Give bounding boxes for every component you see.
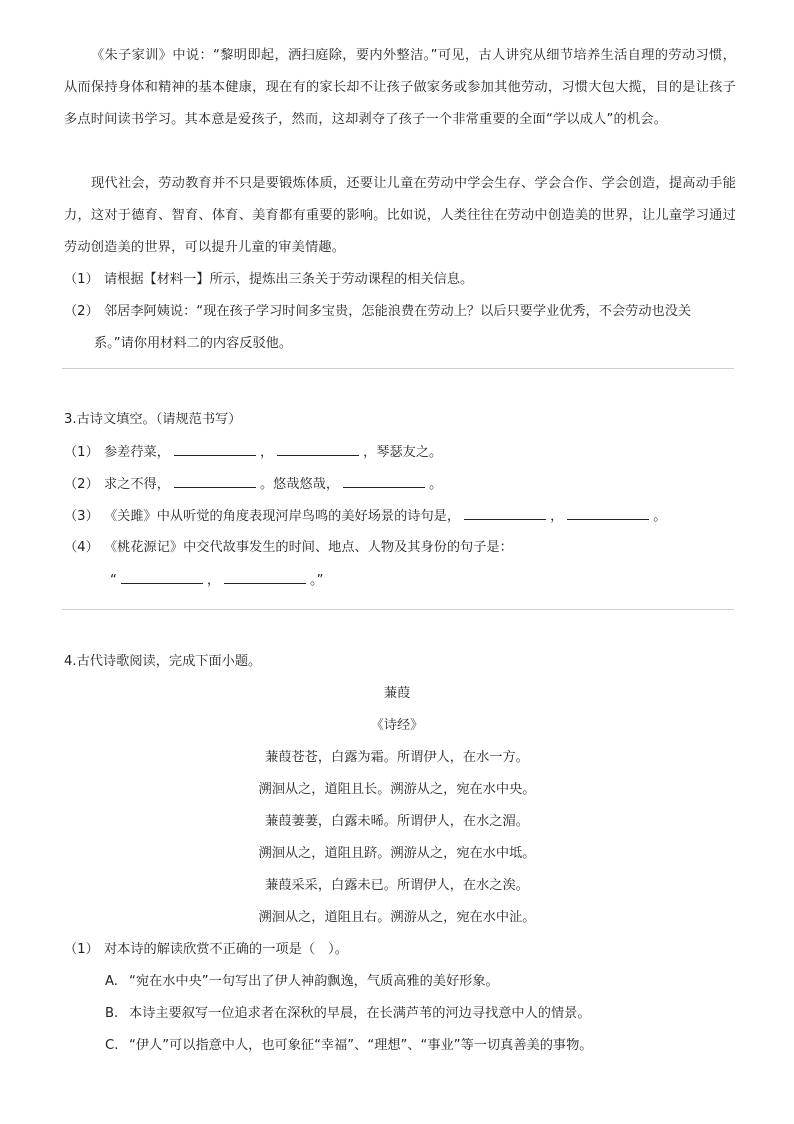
fill-item-1 (64, 442, 442, 463)
section-3-title: 3.古诗文填空。（请规范书写） (64, 412, 242, 427)
question-text: 对本诗的解读欣赏不正确的一项是（ ）。 (104, 942, 348, 957)
material-paragraph-1: 《朱子家训》中说：“黎明即起，洒扫庭除，要内外整洁。”可见，古人讲究从细节培养生活自理的劳动习惯，从而保持身体和精神的基本健康，现在有的家长却不让孩子做家务或参加其他劳动，习惯大包大揽，目的是让孩子多点时间读书学习。其本意是爱孩子，然而，这却剥夺了孩子一个非常重要的全面“学以成人”的机会。 (64, 48, 736, 127)
question-text: 请根据【材料一】所示，提炼出三条关于劳动课程的相关信息。 (104, 272, 474, 287)
item-text-mid: ， (550, 509, 564, 524)
fill-item-4 (64, 538, 513, 558)
item-text-pre: 参差荇菜， (104, 445, 170, 460)
answer-blank[interactable] (567, 506, 649, 520)
item-text-mid: ， (206, 573, 221, 588)
quote-open: “ (110, 573, 117, 588)
option-text: “伊人”可以指意中人，也可象征“幸福”、“理想”、“事业”等一切真善美的事物。 (129, 1038, 593, 1053)
fill-item-3 (64, 506, 666, 527)
answer-blank[interactable] (277, 442, 359, 456)
answer-blank[interactable] (343, 474, 425, 488)
item-text-post: ，琴瑟友之。 (363, 445, 443, 460)
quote-close: 。” (310, 573, 324, 588)
material-paragraph-2: 现代社会，劳动教育并不只是要锻炼体质，还要让儿童在劳动中学会生存、学会合作、学会创造，提高动手能力，这对于德育、智育、体育、美育都有重要的影响。比如说，人类往往在劳动中创造美的世界，让儿童学习通过劳动创造美的世界，可以提升儿童的审美情趣。 (64, 176, 736, 255)
answer-blank[interactable] (464, 506, 546, 520)
fill-item-2 (64, 474, 442, 495)
poem-line: 溯洄从之，道阻且跻。溯游从之，宛在水中坻。 (258, 846, 536, 861)
section-4-title: 4.古代诗歌阅读，完成下面小题。 (64, 654, 262, 669)
poem-line: 蒹葭苍苍，白露为霜。所谓伊人，在水一方。 (265, 750, 529, 765)
poem-title: 蒹葭 (383, 686, 411, 701)
item-number: （1） (64, 445, 99, 460)
option-label: A. (105, 974, 118, 989)
option-text: “宛在水中央”一句写出了伊人神韵飘逸，气质高雅的美好形象。 (129, 974, 499, 989)
question-number: （1） (64, 272, 99, 287)
poem-question-1 (64, 940, 348, 960)
poem-source: 《诗经》 (370, 718, 424, 733)
fill-item-4-answer (110, 570, 323, 591)
question-number: （2） (64, 304, 99, 319)
poem-line: 溯洄从之，道阻且右。溯游从之，宛在水中沚。 (258, 910, 536, 925)
option-a[interactable] (105, 972, 499, 992)
question-2 (64, 302, 691, 322)
poem-line: 蒹葭萋萋，白露未晞。所谓伊人，在水之湄。 (265, 814, 529, 829)
section-divider (62, 368, 734, 369)
option-label: C. (105, 1038, 119, 1053)
item-text-mid: 。悠哉悠哉， (259, 477, 340, 492)
item-text-post: 。 (653, 509, 667, 524)
poem-line: 溯洄从之，道阻且长。溯游从之，宛在水中央。 (258, 782, 536, 797)
question-1 (64, 270, 473, 290)
answer-blank[interactable] (174, 474, 256, 488)
item-text-pre: 《关雎》中从听觉的角度表现河岸鸟鸣的美好场景的诗句是， (104, 509, 461, 524)
item-text-mid: ， (259, 445, 274, 460)
item-text-post: 。 (429, 477, 443, 492)
question-2-continued: 系。”请你用材料二的内容反驳他。 (94, 336, 293, 351)
option-b[interactable] (105, 1004, 591, 1024)
item-number: （4） (64, 540, 99, 555)
poem-line: 蒹葭采采，白露未已。所谓伊人，在水之涘。 (265, 878, 529, 893)
item-text: 《桃花源记》中交代故事发生的时间、地点、人物及其身份的句子是： (104, 540, 513, 555)
section-divider (62, 609, 734, 610)
question-text: 邻居李阿姨说：“现在孩子学习时间多宝贵，怎能浪费在劳动上？以后只要学业优秀，不会劳动也没关 (104, 304, 692, 319)
question-number: （1） (64, 942, 99, 957)
answer-blank[interactable] (121, 570, 203, 584)
option-text: 本诗主要叙写一位追求者在深秋的早晨，在长满芦苇的河边寻找意中人的情景。 (129, 1006, 591, 1021)
item-number: （2） (64, 477, 99, 492)
option-label: B. (105, 1006, 119, 1021)
answer-blank[interactable] (174, 442, 256, 456)
answer-blank[interactable] (224, 570, 306, 584)
option-c[interactable] (105, 1036, 592, 1056)
item-text-pre: 求之不得， (104, 477, 170, 492)
item-number: （3） (64, 509, 99, 524)
